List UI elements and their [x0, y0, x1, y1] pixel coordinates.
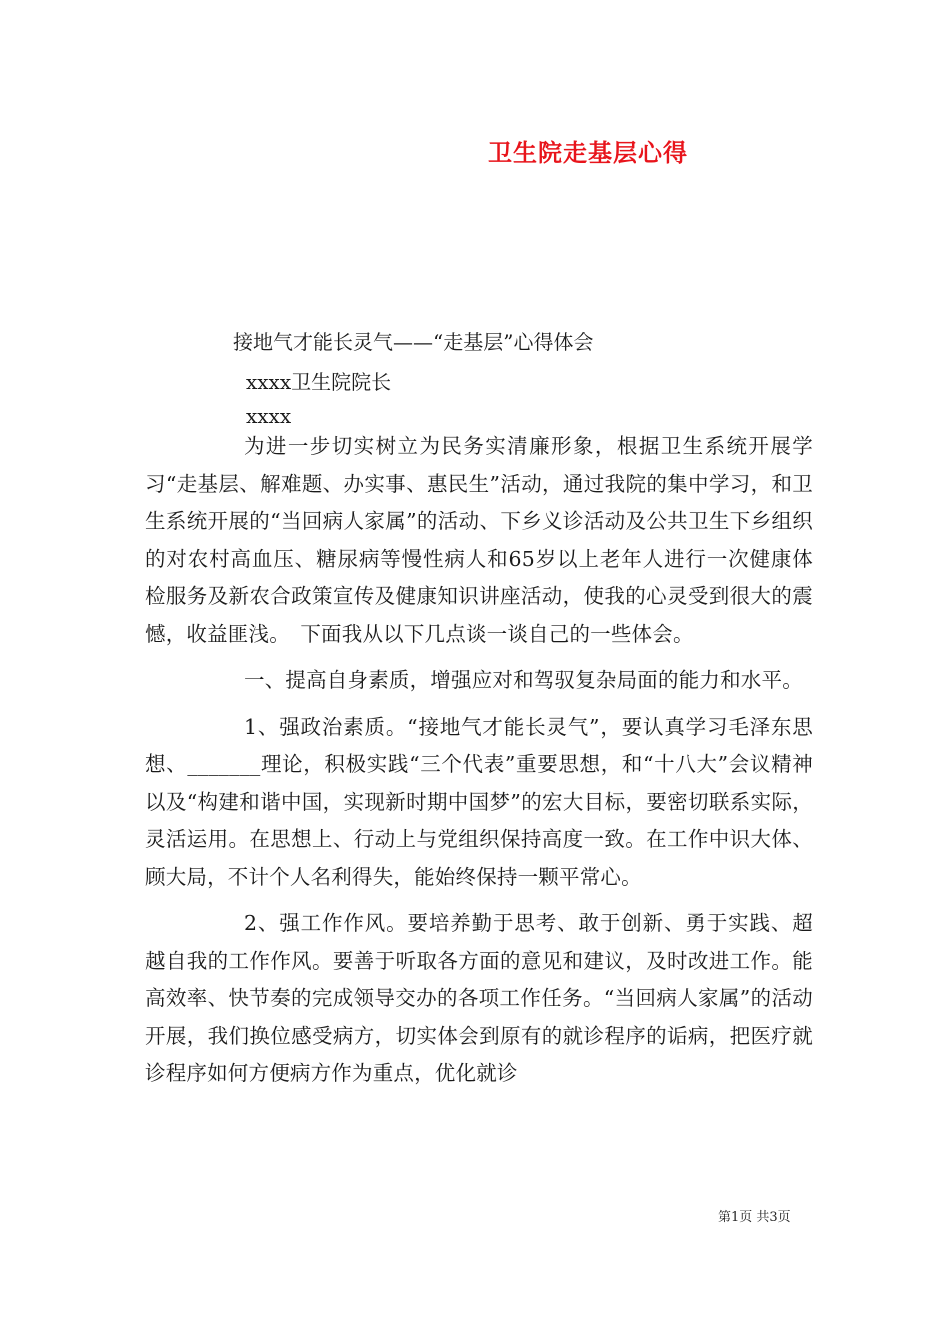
page-footer: 第1页 共3页: [718, 1210, 791, 1225]
document-title: 卫生院走基层心得: [488, 138, 688, 167]
paragraph-intro: 为进一步切实树立为民务实清廉形象，根据卫生系统开展学习“走基层、解难题、办实事、惠民生”活动，通过我院的集中学习，和卫生系统开展的“当回病人家属”的活动、下乡义诊活动及公共卫生下乡组织的对农村高血压、糖尿病等慢性病人和65岁以上老年人进行一次健康体检服务及新农合政策宣传及健康知识讲座活动，使我的心灵受到很大的震憾，收益匪浅。 下面我从以下几点谈一谈自己的一些体会。: [145, 434, 813, 646]
document-body: [145, 428, 813, 1093]
author-line: xxxx卫生院院长: [246, 370, 392, 394]
paragraph-point-2: 2、强工作作风。要培养勤于思考、敢于创新、勇于实践、超越自我的工作作风。要善于听取各方面的意见和建议，及时改进工作。能高效率、快节奏的完成领导交办的各项工作任务。“当回病人家属”的活动开展，我们换位感受病方，切实体会到原有的就诊程序的诟病，把医疗就诊程序如何方便病方作为重点，优化就诊: [145, 911, 813, 1085]
author-name: xxxx: [246, 404, 292, 428]
paragraph-section-heading: 一、提高自身素质，增强应对和驾驭复杂局面的能力和水平。: [244, 668, 803, 692]
paragraph-point-1: 1、强政治素质。“接地气才能长灵气”，要认真学习毛泽东思想、_______理论，积极实践“三个代表”重要思想，和“十八大”会议精神以及“构建和谐中国，实现新时期中国梦”的宏大目标，要密切联系实际，灵活运用。在思想上、行动上与党组织保持高度一致。在工作中识大体、顾大局，不计个人名利得失，能始终保持一颗平常心。: [145, 714, 813, 889]
document-subtitle: 接地气才能长灵气——“走基层”心得体会: [233, 330, 594, 354]
